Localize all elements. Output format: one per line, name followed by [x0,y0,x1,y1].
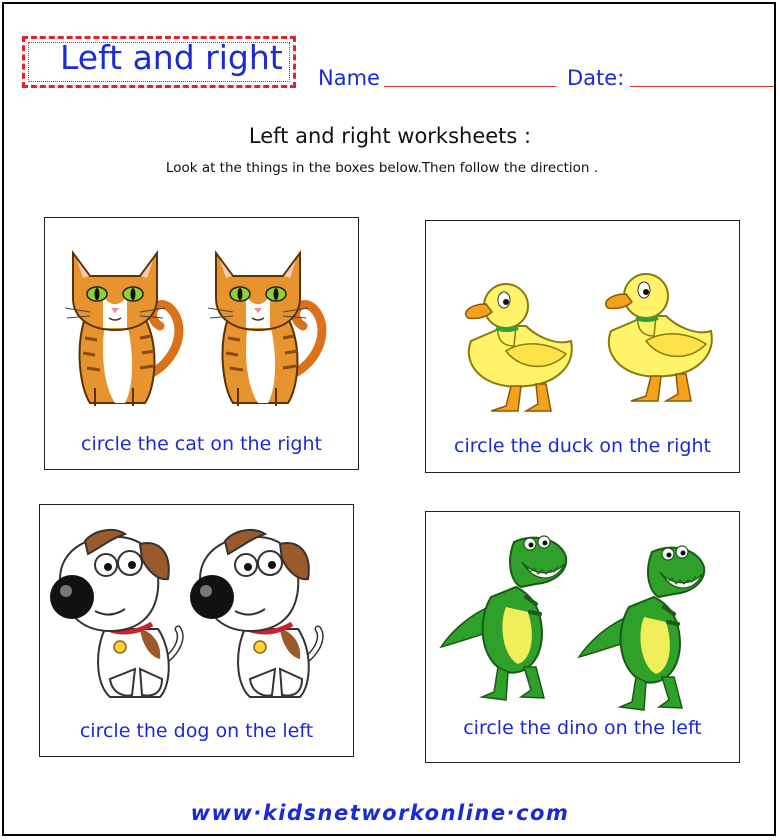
dino-box[interactable] [425,511,740,763]
dino-caption: circle the dino on the left [463,717,702,739]
footer-url[interactable]: www·kidsnetworkonline·com [190,801,570,825]
instructions-text: Look at the things in the boxes below.Then follow the direction . [165,160,599,176]
date-label: Date: [567,66,625,90]
cat-box[interactable] [44,217,359,470]
duck-icon [426,246,739,416]
name-label: Name [318,66,380,90]
cat-icon [45,238,358,438]
dog-box[interactable] [39,504,354,757]
worksheet-heading: Left and right worksheets : [248,124,532,148]
cat-caption: circle the cat on the right [81,433,322,455]
page-title: Left and right [60,38,283,77]
dino-icon [426,532,739,712]
dog-caption: circle the dog on the left [79,720,314,742]
date-field-line[interactable] [630,86,774,87]
dog-icon [40,519,353,709]
duck-caption: circle the duck on the right [454,435,711,457]
name-field-line[interactable] [384,86,556,87]
duck-box[interactable] [425,220,740,473]
